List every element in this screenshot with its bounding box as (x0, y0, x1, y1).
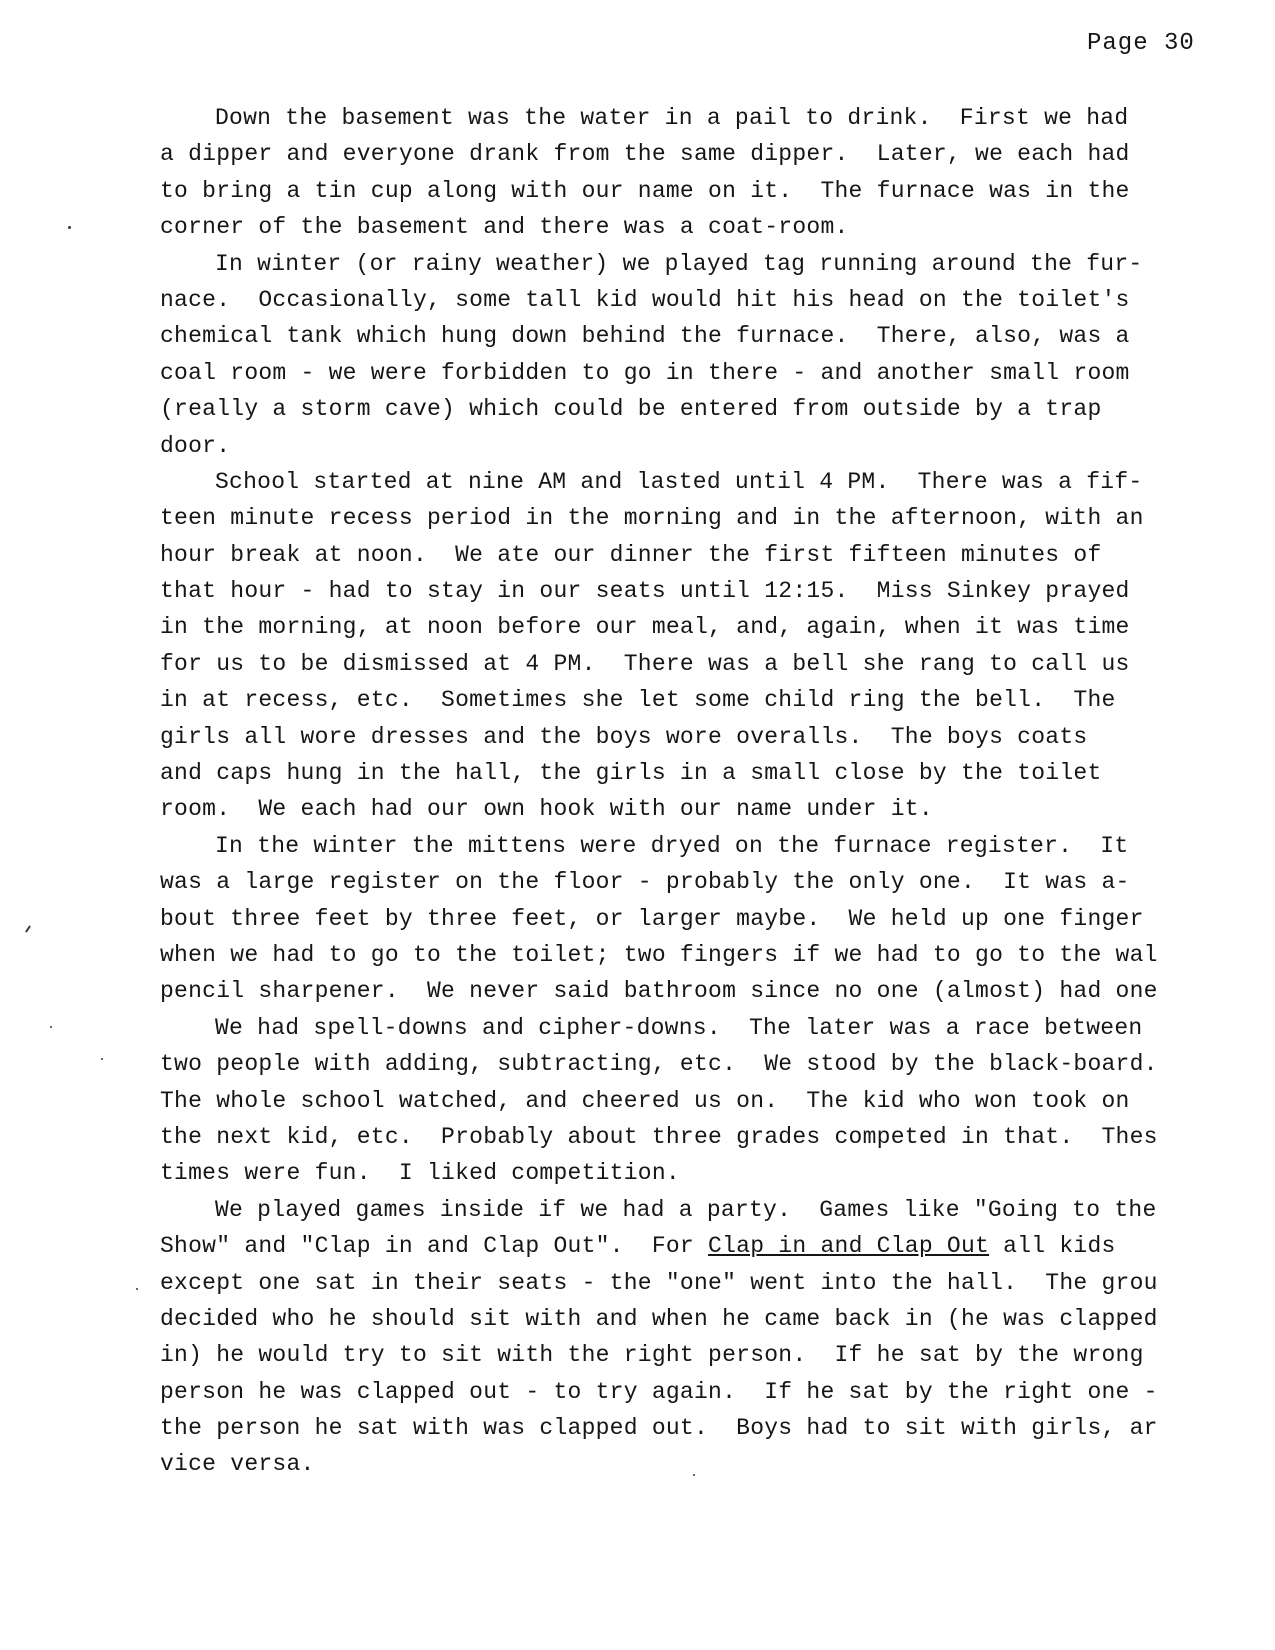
text-line: Down the basement was the water in a pail to drink. First we had (215, 105, 1129, 131)
text-line: decided who he should sit with and when he came back in (he was clapped (160, 1305, 1158, 1332)
text-line: chemical tank which hung down behind the furnace. There, also, was a (160, 323, 1130, 350)
text-line: that hour - had to stay in our seats until 12:15. Miss Sinkey prayed (160, 578, 1130, 605)
text-line: hour break at noon. We ate our dinner the first fifteen minutes of (160, 541, 1102, 568)
text-line: and caps hung in the hall, the girls in a small close by the toilet (160, 760, 1102, 787)
scan-speck (101, 1058, 103, 1060)
document-body (160, 100, 1230, 1483)
text-line: In the winter the mittens were dryed on the furnace register. It (215, 832, 1129, 859)
text-line: door. (160, 432, 231, 459)
scan-speck (25, 925, 31, 933)
text-line: in at recess, etc. Sometimes she let some child ring the bell. The (160, 687, 1116, 714)
text-line: the next kid, etc. Probably about three grades competed in that. Thes (160, 1123, 1158, 1150)
paragraph (160, 828, 1230, 1010)
text-line: teen minute recess period in the morning and in the afternoon, with an (160, 505, 1144, 532)
paragraph (160, 100, 1230, 246)
scan-speck (693, 1474, 695, 1476)
paragraph (160, 246, 1230, 464)
page-number: Page 30 (1087, 30, 1195, 57)
text-line: nace. Occasionally, some tall kid would hit his head on the toilet's (160, 286, 1130, 313)
text-line: in) he would try to sit with the right person. If he sat by the wrong (160, 1342, 1144, 1369)
text-line: coal room - we were forbidden to go in there - and another small room (160, 359, 1130, 386)
text-line: School started at nine AM and lasted until 4 PM. There was a fif- (215, 468, 1143, 495)
text-line: We had spell-downs and cipher-downs. The later was a race between (215, 1014, 1143, 1041)
paragraph (160, 464, 1230, 828)
text-line: The whole school watched, and cheered us on. The kid who won took on (160, 1087, 1130, 1114)
scan-speck (68, 226, 71, 229)
text-line: except one sat in their seats - the "one" went into the hall. The grou (160, 1269, 1158, 1296)
text-line: a dipper and everyone drank from the same dipper. Later, we each had (160, 141, 1130, 168)
text-line: (really a storm cave) which could be entered from outside by a trap (160, 396, 1102, 423)
text-line: was a large register on the floor - probably the only one. It was a- (160, 869, 1130, 896)
text-line: to bring a tin cup along with our name on it. The furnace was in the (160, 177, 1130, 204)
scan-speck (136, 1288, 138, 1290)
text-line: corner of the basement and there was a coat-room. (160, 214, 849, 241)
text-line: We played games inside if we had a party. Games like "Going to the (215, 1196, 1157, 1223)
underlined-game-name: Clap in and Clap Out (708, 1233, 990, 1260)
text-line: when we had to go to the toilet; two fingers if we had to go to the wal (160, 941, 1158, 968)
paragraph (160, 1010, 1230, 1192)
text-line: times were fun. I liked competition. (160, 1160, 680, 1187)
paragraph (160, 1192, 1230, 1483)
text-line: room. We each had our own hook with our name under it. (160, 796, 933, 823)
text-line: girls all wore dresses and the boys wore overalls. The boys coats (160, 723, 1088, 750)
text-line: person he was clapped out - to try again. If he sat by the right one - (160, 1378, 1158, 1405)
text-line: the person he sat with was clapped out. Boys had to sit with girls, ar (160, 1415, 1158, 1442)
text-line: two people with adding, subtracting, etc. We stood by the black-board. (160, 1051, 1158, 1078)
text-line: In winter (or rainy weather) we played tag running around the fur- (215, 250, 1143, 277)
text-line: bout three feet by three feet, or larger maybe. We held up one finger (160, 905, 1144, 932)
scan-speck (50, 1026, 52, 1028)
text-line: in the morning, at noon before our meal, and, again, when it was time (160, 614, 1130, 641)
text-line: for us to be dismissed at 4 PM. There was a bell she rang to call us (160, 650, 1130, 677)
text-line: Show" and "Clap in and Clap Out". For Clap in and Clap Out all kids (160, 1233, 1116, 1260)
text-line: vice versa. (160, 1451, 315, 1478)
text-line: pencil sharpener. We never said bathroom since no one (almost) had one (160, 978, 1158, 1005)
